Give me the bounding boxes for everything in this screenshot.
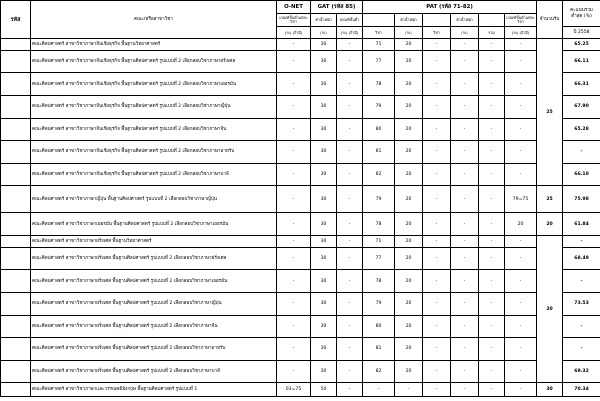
row-code (1, 163, 31, 186)
row-score: - (563, 235, 600, 247)
row-pat-min: - (505, 118, 537, 141)
row-pat2-weight: - (451, 95, 479, 118)
row-pat-total: - (479, 39, 505, 51)
row-pat1-weight: 20 (395, 360, 423, 383)
row-pat1-weight: 20 (395, 141, 423, 164)
row-pat2-weight: - (451, 338, 479, 361)
row-gat-weight: 30 (311, 213, 337, 236)
row-gat-weight: 30 (311, 39, 337, 51)
row-score: 73.53 (563, 292, 600, 315)
row-pat2: - (423, 235, 451, 247)
row-pat2-weight: - (451, 141, 479, 164)
row-onet: - (277, 338, 311, 361)
row-pat-total: - (479, 141, 505, 164)
row-onet: - (277, 118, 311, 141)
row-pat-total: - (479, 360, 505, 383)
table-row (1, 247, 600, 270)
row-gat-min: - (337, 247, 363, 270)
row-onet: - (277, 360, 311, 383)
table-row (1, 338, 600, 361)
row-pat2-weight: - (451, 383, 479, 397)
row-pat-min: - (505, 270, 537, 293)
header-quota: จำนวนรับ (537, 1, 563, 39)
row-gat-min: - (337, 360, 363, 383)
row-score: 66.10 (563, 163, 600, 186)
row-faculty: คณะศิลปศาสตร์ สาขาวิชาภาษาฝรั่งเศส พื้นฐานวิทยาศาสตร์ (31, 235, 277, 247)
row-pat2: - (423, 360, 451, 383)
row-code (1, 95, 31, 118)
row-gat-min: - (337, 315, 363, 338)
header-gat-weight: ค่าน้ำหนัก (311, 14, 337, 27)
row-gat-weight: 30 (311, 360, 337, 383)
row-code (1, 315, 31, 338)
row-faculty: คณะศิลปศาสตร์ สาขาวิชาภาษาจีนเชิงธุรกิจ พื้นฐานศิลปศาสตร์ รูปแบบที่ 2 เลือกสอบวิชาภาษาอาหรับ (31, 141, 277, 164)
row-pat2: - (423, 247, 451, 270)
header-gat-weight-pct: (%) (311, 27, 337, 39)
row-onet: - (277, 315, 311, 338)
row-pat1-weight: 20 (395, 118, 423, 141)
row-pat2: - (423, 39, 451, 51)
header-onet-min: เกณฑ์ขั้นต่ำแต่ละวิชา (277, 14, 311, 27)
row-pat-min: - (505, 383, 537, 397)
table-row (1, 95, 600, 118)
row-code (1, 235, 31, 247)
header-pat-total-label: รวม (479, 27, 505, 39)
row-pat1: 81 (363, 338, 395, 361)
row-pat1: 82 (363, 360, 395, 383)
row-pat2: - (423, 292, 451, 315)
row-gat-min: - (337, 270, 363, 293)
header-faculty: คณะ/หรือสาขาวิชา (31, 1, 277, 39)
header-pat-weight1-pct: (%) (395, 27, 423, 39)
row-pat2-weight: - (451, 186, 479, 213)
row-score: 70.34 (563, 383, 600, 397)
row-pat2-weight: - (451, 270, 479, 293)
row-onet: - (277, 213, 311, 236)
row-onet: - (277, 235, 311, 247)
row-pat-total: - (479, 338, 505, 361)
row-faculty: คณะศิลปศาสตร์ สาขาวิชาภาษาจีนเชิงธุรกิจ พื้นฐานศิลปศาสตร์ รูปแบบที่ 2 เลือกสอบวิชาภาษาฝรั่งเศส (31, 50, 277, 73)
row-pat1: 80 (363, 118, 395, 141)
row-code (1, 360, 31, 383)
row-gat-min: - (337, 95, 363, 118)
row-code (1, 270, 31, 293)
row-score: - (563, 315, 600, 338)
row-pat2-weight: - (451, 73, 479, 96)
row-pat2-weight: - (451, 39, 479, 51)
row-faculty: คณะศิลปศาสตร์ สาขาวิชาภาษาจีนเชิงธุรกิจ พื้นฐานศิลปศาสตร์ รูปแบบที่ 2 เลือกสอบวิชาภาษาญี่ปุ่น (31, 95, 277, 118)
row-faculty: คณะศิลปศาสตร์ สาขาวิชาภาษาจีนเชิงธุรกิจ พื้นฐานศิลปศาสตร์ รูปแบบที่ 2 เลือกสอบวิชาภาษาเยอรมัน (31, 73, 277, 96)
row-pat1: 71 (363, 235, 395, 247)
row-pat1: 78 (363, 270, 395, 293)
row-pat2: - (423, 50, 451, 73)
row-onet: - (277, 292, 311, 315)
row-pat1: - (363, 383, 395, 397)
row-faculty: คณะศิลปศาสตร์ สาขาวิชาภาษาและวรรณคดีอังกฤษ พื้นฐานศิลปศาสตร์ รูปแบบที่ 1 (31, 383, 277, 397)
table-row (1, 163, 600, 186)
row-gat-min: - (337, 383, 363, 397)
row-pat2: - (423, 315, 451, 338)
row-gat-weight: 30 (311, 338, 337, 361)
row-pat1-weight: 20 (395, 213, 423, 236)
row-gat-min: - (337, 141, 363, 164)
row-pat2-weight: - (451, 247, 479, 270)
row-pat1: 77 (363, 50, 395, 73)
row-pat-total: - (479, 163, 505, 186)
row-gat-weight: 30 (311, 315, 337, 338)
row-pat1-weight: 20 (395, 235, 423, 247)
header-score-top: คะแนนรวม (570, 7, 593, 13)
row-pat2-weight: - (451, 163, 479, 186)
header-pat-subj1-label: วิชา (363, 27, 395, 39)
row-score: 61.84 (563, 213, 600, 236)
row-pat-min: - (505, 235, 537, 247)
table-row (1, 73, 600, 96)
row-score: 66.11 (563, 50, 600, 73)
row-gat-weight: 30 (311, 235, 337, 247)
header-pat-min-pct: (%) (ถ้ามี) (505, 27, 537, 39)
row-pat2-weight: - (451, 235, 479, 247)
row-onet: - (277, 39, 311, 51)
header-pat-subj2-label: วิชา (423, 27, 451, 39)
row-code (1, 247, 31, 270)
row-pat1: 79 (363, 95, 395, 118)
row-gat-min: - (337, 213, 363, 236)
row-faculty: คณะศิลปศาสตร์ สาขาวิชาภาษาฝรั่งเศส พื้นฐานศิลปศาสตร์ รูปแบบที่ 2 เลือกสอบวิชาภาษาฝรั่งเศส (31, 247, 277, 270)
row-pat1-weight: 20 (395, 39, 423, 51)
row-pat1-weight: 20 (395, 292, 423, 315)
row-gat-min: - (337, 118, 363, 141)
row-gat-min: - (337, 163, 363, 186)
row-pat1: 79 (363, 186, 395, 213)
row-pat1-weight: 20 (395, 315, 423, 338)
row-pat2: - (423, 141, 451, 164)
row-pat1-weight: 20 (395, 338, 423, 361)
row-pat-total: - (479, 270, 505, 293)
row-gat-weight: 30 (311, 247, 337, 270)
row-pat-min: - (505, 360, 537, 383)
row-quota-group-chinese: 25 (537, 39, 563, 186)
row-pat2: - (423, 270, 451, 293)
row-score: 67.90 (563, 95, 600, 118)
row-onet: - (277, 50, 311, 73)
row-pat1-weight: - (395, 383, 423, 397)
header-pat-weight1: ค่าน้ำหนัก (395, 14, 423, 27)
row-pat1-weight: 20 (395, 50, 423, 73)
row-pat-total: - (479, 186, 505, 213)
row-pat-total: - (479, 95, 505, 118)
row-pat-min: - (505, 315, 537, 338)
row-pat2-weight: - (451, 213, 479, 236)
row-gat-min: - (337, 235, 363, 247)
row-quota: 20 (537, 213, 563, 236)
row-score: 75.98 (563, 186, 600, 213)
row-code (1, 73, 31, 96)
row-pat-total: - (479, 315, 505, 338)
row-code (1, 141, 31, 164)
row-pat2-weight: - (451, 315, 479, 338)
header-score (563, 1, 600, 27)
row-pat1: 80 (363, 315, 395, 338)
row-quota: 30 (537, 383, 563, 397)
row-pat-total: - (479, 118, 505, 141)
row-onet: - (277, 186, 311, 213)
table-row (1, 213, 600, 236)
header-onet-pct: (%) (ถ้ามี) (277, 27, 311, 39)
row-pat1: 82 (363, 163, 395, 186)
row-pat1: 78 (363, 213, 395, 236)
row-pat-total: - (479, 235, 505, 247)
row-pat2: - (423, 73, 451, 96)
row-pat-total: - (479, 292, 505, 315)
header-pat-subj2 (423, 14, 451, 27)
row-score: 68.49 (563, 247, 600, 270)
row-code (1, 50, 31, 73)
row-gat-weight: 30 (311, 95, 337, 118)
row-pat2-weight: - (451, 292, 479, 315)
row-pat-min: - (505, 338, 537, 361)
row-gat-weight: 30 (311, 163, 337, 186)
row-pat-min: - (505, 73, 537, 96)
row-onet: - (277, 270, 311, 293)
row-pat-min: - (505, 163, 537, 186)
row-gat-weight: 30 (311, 270, 337, 293)
row-faculty: คณะศิลปศาสตร์ สาขาวิชาภาษาจีนเชิงธุรกิจ พื้นฐานศิลปศาสตร์ รูปแบบที่ 2 เลือกสอบวิชาภาษาบาลี (31, 163, 277, 186)
header-score-mid: ต่ำสุด (%) (571, 13, 592, 19)
row-faculty: คณะศิลปศาสตร์ สาขาวิชาภาษาญี่ปุ่น พื้นฐานศิลปศาสตร์ รูปแบบที่ 2 เลือกสอบวิชาภาษาญี่ปุ่น (31, 186, 277, 213)
row-gat-weight: 50 (311, 383, 337, 397)
row-code (1, 383, 31, 397)
row-gat-weight: 30 (311, 73, 337, 96)
header-pat: PAT (รหัส 71-82) (363, 1, 537, 14)
row-onet: - (277, 247, 311, 270)
row-score: - (563, 338, 600, 361)
row-gat-min: - (337, 73, 363, 96)
row-score: 65.28 (563, 118, 600, 141)
row-pat2-weight: - (451, 360, 479, 383)
table-row (1, 39, 600, 51)
header-pat-subj1 (363, 14, 395, 27)
row-score: - (563, 270, 600, 293)
row-pat1: 71 (363, 39, 395, 51)
row-pat1: 78 (363, 73, 395, 96)
row-pat1: 79 (363, 292, 395, 315)
row-pat-total: - (479, 247, 505, 270)
header-pat-min: เกณฑ์ขั้นต่ำแต่ละวิชา (505, 14, 537, 27)
header-pat-weight2: ค่าน้ำหนัก (451, 14, 479, 27)
row-score: - (563, 141, 600, 164)
row-pat-min: 20 (505, 213, 537, 236)
row-gat-min: - (337, 186, 363, 213)
row-pat-min: - (505, 95, 537, 118)
row-pat1-weight: 20 (395, 247, 423, 270)
row-onet: - (277, 163, 311, 186)
row-code (1, 186, 31, 213)
row-code (1, 338, 31, 361)
row-pat1-weight: 20 (395, 186, 423, 213)
header-gat: GAT (รหัส 85) (311, 1, 363, 14)
row-gat-weight: 30 (311, 292, 337, 315)
row-score: 69.32 (563, 360, 600, 383)
header-pat-total (479, 14, 505, 27)
row-faculty: คณะศิลปศาสตร์ สาขาวิชาภาษาจีนเชิงธุรกิจ พื้นฐานศิลปศาสตร์ รูปแบบที่ 2 เลือกสอบวิชาภาษาจีน (31, 118, 277, 141)
row-pat-total: - (479, 383, 505, 397)
row-pat2: - (423, 338, 451, 361)
row-pat1-weight: 20 (395, 95, 423, 118)
row-code (1, 292, 31, 315)
row-pat-min: - (505, 50, 537, 73)
table-row (1, 186, 600, 213)
row-gat-weight: 30 (311, 118, 337, 141)
row-pat-min: - (505, 292, 537, 315)
header-code: รหัส (1, 1, 31, 39)
header-gat-min-pct: (%) (ถ้ามี) (337, 27, 363, 39)
row-code (1, 118, 31, 141)
row-pat2: - (423, 163, 451, 186)
row-faculty: คณะศิลปศาสตร์ สาขาวิชาภาษาฝรั่งเศส พื้นฐานศิลปศาสตร์ รูปแบบที่ 2 เลือกสอบวิชาภาษาบาลี (31, 360, 277, 383)
row-faculty: คณะศิลปศาสตร์ สาขาวิชาภาษาฝรั่งเศส พื้นฐานศิลปศาสตร์ รูปแบบที่ 2 เลือกสอบวิชาภาษาจีน (31, 315, 277, 338)
row-gat-min: - (337, 39, 363, 51)
row-pat-min: - (505, 141, 537, 164)
table-row (1, 315, 600, 338)
row-onet: 03=75 (277, 383, 311, 397)
row-code (1, 213, 31, 236)
row-quota: 25 (537, 186, 563, 213)
row-pat-min: - (505, 39, 537, 51)
row-pat2: - (423, 213, 451, 236)
row-pat-total: - (479, 213, 505, 236)
table-row (1, 383, 600, 397)
row-pat1: 77 (363, 247, 395, 270)
row-pat1-weight: 20 (395, 163, 423, 186)
table-row (1, 118, 600, 141)
row-pat2: - (423, 383, 451, 397)
row-pat2-weight: - (451, 50, 479, 73)
table-row (1, 360, 600, 383)
row-pat2: - (423, 186, 451, 213)
row-faculty: คณะศิลปศาสตร์ สาขาวิชาภาษาฝรั่งเศส พื้นฐานศิลปศาสตร์ รูปแบบที่ 2 เลือกสอบวิชาภาษาเยอรมัน (31, 270, 277, 293)
table-row (1, 141, 600, 164)
table-row (1, 235, 600, 247)
row-pat-total: - (479, 73, 505, 96)
row-gat-weight: 30 (311, 141, 337, 164)
row-onet: - (277, 95, 311, 118)
row-faculty: คณะศิลปศาสตร์ สาขาวิชาภาษาจีนเชิงธุรกิจ พื้นฐานวิทยาศาสตร์ (31, 39, 277, 51)
row-pat1-weight: 20 (395, 73, 423, 96)
row-gat-min: - (337, 338, 363, 361)
row-score: 66.31 (563, 73, 600, 96)
row-faculty: คณะศิลปศาสตร์ สาขาวิชาภาษาเยอรมัน พื้นฐานศิลปศาสตร์ รูปแบบที่ 2 เลือกสอบวิชาภาษาเยอรมัน (31, 213, 277, 236)
header-pat-weight2-pct: (%) (451, 27, 479, 39)
row-pat2: - (423, 95, 451, 118)
row-pat2: - (423, 118, 451, 141)
row-pat-total: - (479, 50, 505, 73)
row-pat1: 81 (363, 141, 395, 164)
header-gat-min: เกณฑ์ขั้นต่ำ (337, 14, 363, 27)
table-row (1, 50, 600, 73)
row-pat2-weight: - (451, 118, 479, 141)
row-score: 65.25 (563, 39, 600, 51)
row-code (1, 39, 31, 51)
row-pat-min: - (505, 247, 537, 270)
row-pat1-weight: 20 (395, 270, 423, 293)
row-onet: - (277, 73, 311, 96)
row-faculty: คณะศิลปศาสตร์ สาขาวิชาภาษาฝรั่งเศส พื้นฐานศิลปศาสตร์ รูปแบบที่ 2 เลือกสอบวิชาภาษาอาหรับ (31, 338, 277, 361)
row-gat-min: - (337, 50, 363, 73)
row-quota-group-french: 20 (537, 235, 563, 382)
table-row (1, 270, 600, 293)
row-faculty: คณะศิลปศาสตร์ สาขาวิชาภาษาฝรั่งเศส พื้นฐานศิลปศาสตร์ รูปแบบที่ 2 เลือกสอบวิชาภาษาญี่ปุ่น (31, 292, 277, 315)
row-gat-weight: 30 (311, 50, 337, 73)
row-pat-min: 79=75 (505, 186, 537, 213)
header-score-year: ปี 2558 (563, 27, 600, 39)
table-row (1, 292, 600, 315)
header-onet: O-NET (277, 1, 311, 14)
row-gat-min: - (337, 292, 363, 315)
row-onet: - (277, 141, 311, 164)
row-gat-weight: 30 (311, 186, 337, 213)
